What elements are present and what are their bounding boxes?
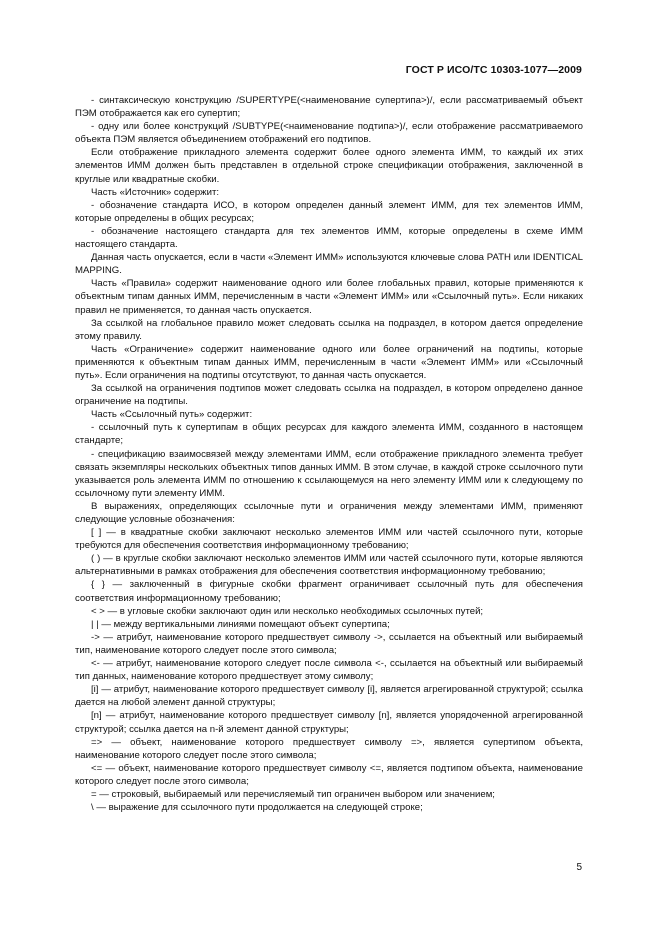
paragraph: <- — атрибут, наименование которого следует после символа <-, ссылается на объектный или выбираемый тип данных, наименование которого предшествует этому символу; [75,658,583,683]
paragraph: За ссылкой на глобальное правило может следовать ссылка на подраздел, в котором дается определение этому правилу. [75,317,583,342]
paragraph: Часть «Правила» содержит наименование одного или более глобальных правил, которые применяются к объектным типам данных ИММ, перечисленным в части «Элемент ИММ» или «Ссылочный путь». Если никаких правил не применяется, то данная часть опускается. [75,278,583,316]
paragraph: { } — заключенный в фигурные скобки фрагмент ограничивает ссылочный путь для обеспечения соответствия информационному требованию; [75,579,583,604]
paragraph: - обозначение стандарта ИСО, в котором определен данный элемент ИММ, для тех элементов ИММ, которые определены в общих ресурсах; [75,199,583,224]
paragraph: - одну или более конструкций /SUBTYPE(<наименование подтипа>)/, если отображение рассматриваемого объекта ПЭМ является объединением отображений его подтипов. [75,121,583,146]
paragraph: Часть «Ссылочный путь» содержит: [91,409,253,421]
paragraph: - спецификацию взаимосвязей между элементами ИММ, если отображение прикладного элемента требует связать экземпляры нескольких объектных типов данных ИММ. В этом случае, в каждой строке ссылочного пути указывается роль элемента ИММ по отношению к ссылающемуся на него элементу ИММ или к следующему по ссылочному пути элементу ИММ. [75,448,583,499]
paragraph: <= — объект, наименование которого предшествует символу <=, является подтипом объекта, наименование которого следует после этого символа; [75,762,583,787]
page-number: 5 [576,862,582,873]
paragraph: Данная часть опускается, если в части «Элемент ИММ» используются ключевые слова PATH или IDENTICAL MAPPING. [75,252,583,277]
paragraph: - обозначение настоящего стандарта для тех элементов ИММ, которые определены в схеме ИММ настоящего стандарта. [75,225,583,251]
paragraph: | | — между вертикальными линиями помещают объект супертипа; [91,618,390,630]
paragraph: В выражениях, определяющих ссылочные пути и ограничения между элементами ИММ, применяют следующие условные обозначения: [75,500,583,525]
document-body [75,94,583,814]
paragraph: Если отображение прикладного элемента содержит более одного элемента ИММ, то каждый их этих элементов ИММ должен быть представлен в отдельной строке спецификации отображения, заключенной в круглые или квадратные скобки. [75,147,583,185]
paragraph: За ссылкой на ограничения подтипов может следовать ссылка на подраздел, в котором определено данное ограничение на подтипы. [75,383,583,408]
paragraph: Часть «Ограничение» содержит наименование одного или более ограничений на подтипы, которые применяются к объектным типам данных ИММ, перечисленным в части «Элемент ИММ» или «Ссылочный путь». Если ограничения на подтипы отсутствуют, то данная часть опускается. [75,343,583,381]
document-header: ГОСТ Р ИСО/ТС 10303-1077—2009 [405,64,582,76]
paragraph: -> — атрибут, наименование которого предшествует символу ->, ссылается на объектный или выбираемый тип, наименование которого следует после этого символа; [75,631,583,656]
paragraph: Часть «Источник» содержит: [91,186,220,198]
paragraph: < > — в угловые скобки заключают один или несколько необходимых ссылочных путей; [91,605,484,617]
paragraph: [ ] — в квадратные скобки заключают несколько элементов ИММ или частей ссылочного пути, которые требуются для обеспечения соответствия информационному требованию; [75,527,583,552]
paragraph: - ссылочный путь к супертипам в общих ресурсах для каждого элемента ИММ, созданного в настоящем стандарте; [75,422,583,447]
paragraph: [n] — атрибут, наименование которого предшествует символу [n], является упорядоченной агрегированной структурой; ссылка дается на n-й элемент данной структуры; [75,710,583,735]
paragraph: - синтаксическую конструкцию /SUPERTYPE(<наименование супертипа>)/, если рассматриваемый объект ПЭМ отображается как его супертип; [75,95,583,120]
paragraph: [i] — атрибут, наименование которого предшествует символу [i], является агрегированной структурой; ссылка дается на любой элемент данной структуры; [75,684,583,709]
paragraph: ( ) — в круглые скобки заключают несколько элементов ИММ или частей ссылочного пути, которые являются альтернативными в рамках отображения для обеспечения соответствия информационному требованию; [75,553,583,578]
paragraph: = — строковый, выбираемый или перечисляемый тип ограничен выбором или значением; [91,788,495,800]
paragraph: => — объект, наименование которого предшествует символу =>, является супертипом объекта, наименование которого следует после этого символа; [75,736,583,761]
paragraph: \ — выражение для ссылочного пути продолжается на следующей строке; [91,802,423,814]
